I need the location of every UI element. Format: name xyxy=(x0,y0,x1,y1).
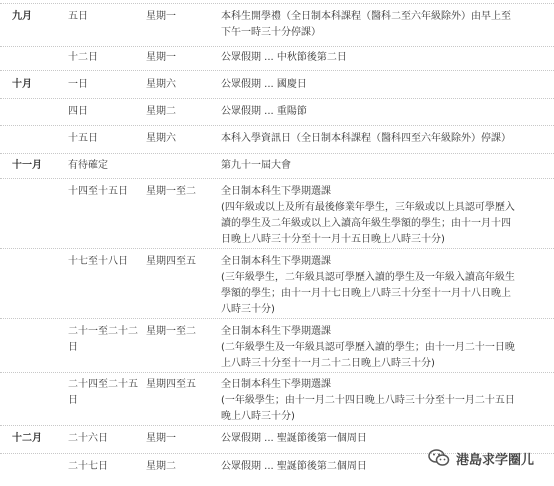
month-label: 十二月 xyxy=(12,433,42,444)
row-separator xyxy=(0,70,554,71)
row-separator xyxy=(0,318,554,319)
event-detail: (二年級學生及一年級具認可學歷入讀的學生；由十一月二十一日晚上八時三十分至十一月二十二日晚上八時三十分) xyxy=(221,342,515,369)
date-cell: 一日 xyxy=(68,79,88,90)
row-separator xyxy=(0,3,554,4)
row-separator xyxy=(0,178,554,179)
weekday-cell: 星期一至二 xyxy=(146,326,196,337)
weekday-cell: 星期六 xyxy=(146,133,176,144)
month-label: 九月 xyxy=(12,11,32,22)
date-cell: 有待確定 xyxy=(68,160,108,171)
event-title: 全日制本科生下學期選課 xyxy=(221,379,331,390)
month-label: 十一月 xyxy=(12,160,42,171)
date-cell: 十七至十八日 xyxy=(68,256,128,267)
weekday-cell: 星期一至二 xyxy=(146,186,196,197)
event-cell: 本科入學資訊日（全日制本科課程（醫科四至六年級除外）停課） xyxy=(221,133,511,144)
date-cell: 五日 xyxy=(68,11,88,22)
weekday-cell: 星期二 xyxy=(146,461,176,472)
row-separator xyxy=(0,125,554,126)
weekday-cell: 星期四至五 xyxy=(146,379,196,390)
event-cell: 公眾假期 ... 國慶日 xyxy=(221,79,307,90)
weekday-cell: 星期二 xyxy=(146,106,176,117)
weekday-cell: 星期一 xyxy=(146,11,176,22)
event-cell: 第九十一屆大會 xyxy=(221,160,291,171)
row-separator xyxy=(0,153,554,154)
event-detail: (三年級學生，二年級具認可學歷入讀的學生及一年級入讀高年級生學額的學生；由十一月十七日晚上八時三十分至十一月十八日晚上八時三十分) xyxy=(221,272,515,315)
date-cell: 十五日 xyxy=(68,133,98,144)
event-cell: 公眾假期 ... 中秋節後第二日 xyxy=(221,52,347,63)
date-cell: 十四至十五日 xyxy=(68,186,128,197)
date-cell: 二十一至二十二日 xyxy=(68,326,138,353)
event-cell: 公眾假期 ... 聖誕節後第一個周日 xyxy=(221,433,367,444)
event-cell: 公眾假期 ... 重陽節 xyxy=(221,106,307,117)
date-cell: 四日 xyxy=(68,106,88,117)
row-separator xyxy=(0,248,554,249)
event-title: 全日制本科生下學期選課 xyxy=(221,256,331,267)
date-cell: 二十四至二十五日 xyxy=(68,379,138,406)
event-cell xyxy=(221,254,519,318)
event-detail: (四年級或以上及所有最後修業年學生，三年級或以上具認可學歷入讀的學生及二年級或以上入讀高年級生學額的學生；由十一月十四日晚上八時三十分至十一月十五日晚上八時三十分) xyxy=(221,202,515,245)
event-title: 全日制本科生下學期選課 xyxy=(221,186,331,197)
weekday-cell: 星期四至五 xyxy=(146,256,196,267)
row-separator xyxy=(0,46,554,47)
row-separator xyxy=(0,372,554,373)
weekday-cell: 星期六 xyxy=(146,79,176,90)
date-cell: 二十六日 xyxy=(68,433,108,444)
event-cell xyxy=(221,184,519,248)
wechat-icon xyxy=(428,448,450,468)
event-cell: 本科生開學禮（全日制本科課程（醫科二至六年級除外）由早上至下午一時三十分停課） xyxy=(221,11,511,38)
event-cell: 公眾假期 ... 聖誕節後第二個周日 xyxy=(221,461,367,472)
month-label: 十月 xyxy=(12,79,32,90)
row-separator xyxy=(0,425,554,426)
event-cell xyxy=(221,324,519,372)
weekday-cell: 星期一 xyxy=(146,433,176,444)
event-title: 全日制本科生下學期選課 xyxy=(221,326,331,337)
watermark-text: 港島求学圈儿 xyxy=(456,452,535,468)
weekday-cell: 星期一 xyxy=(146,52,176,63)
date-cell: 二十七日 xyxy=(68,461,108,472)
row-separator xyxy=(0,98,554,99)
event-cell xyxy=(221,377,519,425)
date-cell: 十二日 xyxy=(68,52,98,63)
watermark xyxy=(428,447,534,469)
event-detail: (一年級學生；由十一月二十四日晚上八時三十分至十一月二十五日晚上八時三十分) xyxy=(221,395,515,422)
